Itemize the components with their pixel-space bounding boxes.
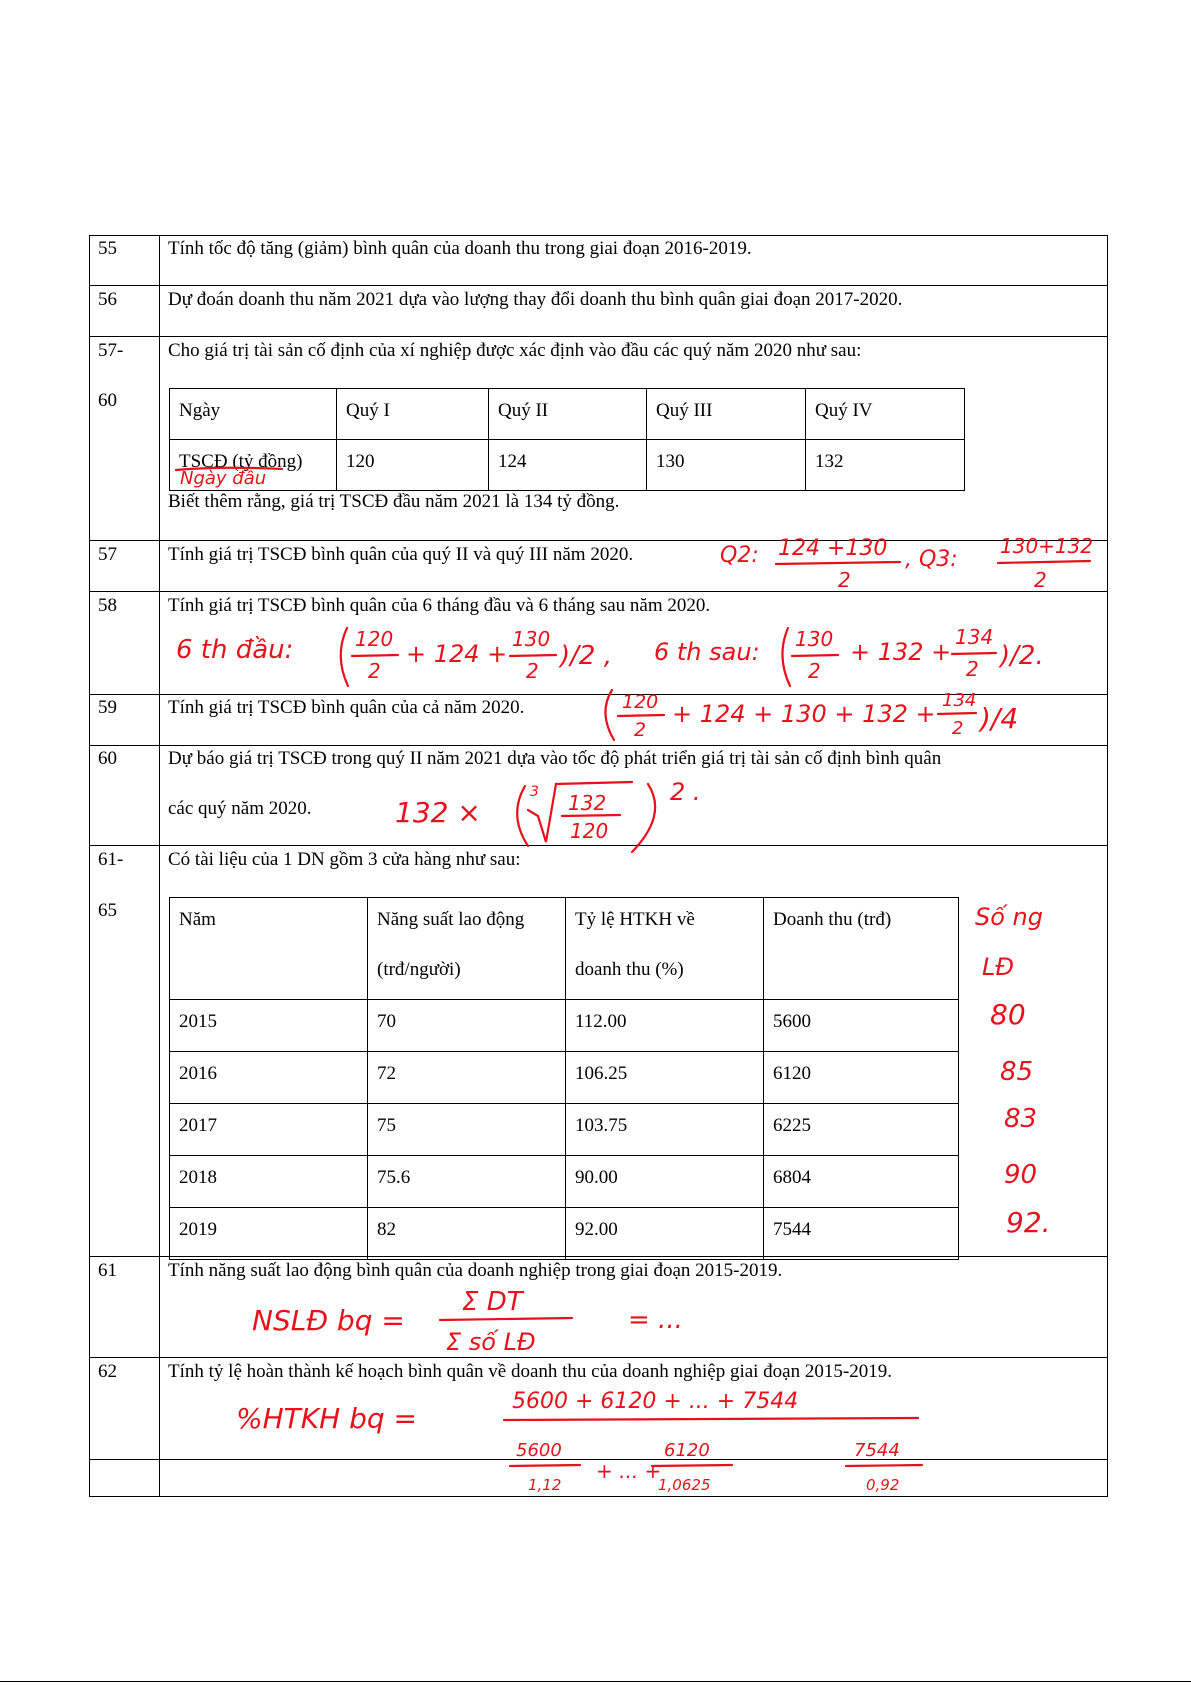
question-number-62: 62	[98, 1361, 117, 1382]
table-row	[170, 1104, 959, 1156]
question-text-56: Dự đoán doanh thu năm 2021 dựa vào lượng thay đổi doanh thu bình quân giai đoạn 2017-2020.	[168, 289, 903, 310]
question-text-60-line2: các quý năm 2020.	[168, 798, 312, 819]
handwriting-q59-b: + 124 + 130 + 132 +	[672, 700, 936, 728]
table-cell: 106.25	[566, 1052, 764, 1104]
table-header-cell: Quý III	[647, 389, 806, 440]
handwriting-q62-den-c-div: 0,92	[866, 1476, 900, 1494]
store-data-table	[169, 897, 959, 1260]
handwriting-q59-end: )/4	[980, 702, 1019, 735]
handwriting-q57-den: 2	[1034, 568, 1047, 592]
handwriting-q58-second-end: )/2.	[1000, 641, 1044, 671]
handwriting-side-value: 80	[990, 998, 1026, 1031]
handwriting-q58-first-a: 120	[355, 627, 394, 651]
fixed-assets-table	[169, 388, 965, 491]
table-cell: 82	[368, 1208, 566, 1260]
number-column-divider	[159, 235, 160, 1496]
handwriting-q60-root-den: 120	[570, 819, 609, 843]
table-cell: 2017	[170, 1104, 368, 1156]
question-number-58: 58	[98, 595, 117, 616]
question-text-55: Tính tốc độ tăng (giảm) bình quân của doanh thu trong giai đoạn 2016-2019.	[168, 238, 752, 259]
table-cell: 124	[489, 440, 647, 491]
handwriting-q62-lhs: %HTKH bq =	[236, 1402, 417, 1435]
table-row	[170, 1052, 959, 1104]
handwriting-q58-den: 2	[808, 659, 821, 683]
table-header-row	[170, 898, 959, 1000]
row-divider	[89, 845, 1107, 846]
question-intro-57-60: Cho giá trị tài sản cố định của xí nghiệp được xác định vào đầu các quý năm 2020 như sau:	[168, 340, 862, 361]
header-line: Tỷ lệ HTKH về	[575, 909, 695, 930]
question-number-59: 59	[98, 697, 117, 718]
handwriting-q57-den: 2	[838, 568, 851, 592]
handwriting-side-value: 90	[1004, 1160, 1038, 1190]
question-text-59: Tính giá trị TSCĐ bình quân của cả năm 2020.	[168, 697, 525, 718]
table-cell: 75	[368, 1104, 566, 1156]
question-note-57-60: Biết thêm rằng, giá trị TSCĐ đầu năm 2021 là 134 tỷ đồng.	[168, 491, 620, 512]
question-text-61: Tính năng suất lao động bình quân của doanh nghiệp trong giai đoạn 2015-2019.	[168, 1260, 783, 1281]
table-cell: 90.00	[566, 1156, 764, 1208]
handwriting-q58-first-b: + 124 +	[406, 640, 508, 668]
table-header-cell	[764, 898, 959, 1000]
table-cell: 2019	[170, 1208, 368, 1260]
table-row	[170, 1208, 959, 1260]
handwriting-side-value: 83	[1004, 1104, 1038, 1134]
row-divider	[89, 1459, 1107, 1460]
handwriting-side-header-2: LĐ	[982, 953, 1014, 981]
handwriting-q60-root-num: 132	[568, 791, 607, 815]
question-number-61: 61	[98, 1260, 117, 1281]
handwriting-q58-den: 2	[526, 659, 539, 683]
handwriting-q58-den: 2	[368, 659, 381, 683]
handwriting-q58-second-label: 6 th sau:	[654, 638, 760, 666]
question-number-57-60-line1: 57-	[98, 340, 124, 361]
table-cell: 7544	[764, 1208, 959, 1260]
table-cell: 130	[647, 440, 806, 491]
question-number-61-65-line1: 61-	[98, 849, 124, 870]
handwriting-side-value: 85	[1000, 1057, 1034, 1087]
handwriting-q62-num: 5600 + 6120 + ... + 7544	[512, 1389, 799, 1414]
table-header-cell	[368, 898, 566, 1000]
table-cell: 70	[368, 1000, 566, 1052]
table-cell: 2018	[170, 1156, 368, 1208]
handwriting-q62-den-a: 5600	[516, 1440, 562, 1461]
table-cell: 120	[337, 440, 489, 491]
handwriting-q58-den: 2	[966, 657, 979, 681]
handwriting-q60-root-index: 3	[530, 784, 539, 800]
handwriting-q58-second-b: + 132 +	[850, 638, 952, 666]
handwriting-q59-a: 120	[622, 691, 659, 713]
handwriting-q57-q3-num: 130+132	[1000, 534, 1094, 558]
table-cell: 103.75	[566, 1104, 764, 1156]
handwriting-q57-q2: Q2:	[720, 543, 759, 568]
handwriting-q62-den-a-div: 1,12	[528, 1476, 562, 1494]
table-cell: 75.6	[368, 1156, 566, 1208]
header-line: Năm	[179, 909, 216, 930]
row-divider	[89, 285, 1107, 286]
row-divider	[89, 591, 1107, 592]
handwriting-side-header-1: Số ng	[975, 903, 1043, 931]
table-header-cell: Quý I	[337, 389, 489, 440]
handwriting-q59-c: 134	[942, 690, 977, 711]
table-header-cell: Quý IV	[806, 389, 965, 440]
question-number-57-60-line2: 60	[98, 390, 117, 411]
table-cell: 2015	[170, 1000, 368, 1052]
header-line: Năng suất lao động	[377, 909, 525, 930]
header-line: Doanh thu (trđ)	[773, 909, 892, 930]
question-text-60-line1: Dự báo giá trị TSCĐ trong quý II năm 2021 dựa vào tốc độ phát triển giá trị tài sản cố định bình quân	[168, 748, 942, 769]
row-divider	[89, 1357, 1107, 1358]
table-cell: 132	[806, 440, 965, 491]
row-divider	[89, 694, 1107, 695]
handwriting-q57-q2-num: 124 +130	[778, 536, 888, 561]
question-text-58: Tính giá trị TSCĐ bình quân của 6 tháng đầu và 6 tháng sau năm 2020.	[168, 595, 711, 616]
question-number-57: 57	[98, 544, 117, 565]
table-header-cell: Quý II	[489, 389, 647, 440]
handwriting-q61-num: Σ DT	[462, 1287, 523, 1317]
table-cell: 5600	[764, 1000, 959, 1052]
question-number-61-65-line2: 65	[98, 900, 117, 921]
handwriting-q62-plus: + ... +	[596, 1459, 662, 1483]
question-number-60: 60	[98, 748, 117, 769]
table-cell: 2016	[170, 1052, 368, 1104]
handwriting-q62-den-c: 7544	[854, 1440, 900, 1461]
question-number-56: 56	[98, 289, 117, 310]
row-divider	[89, 540, 1107, 541]
question-number-55: 55	[98, 238, 117, 259]
row-divider	[89, 745, 1107, 746]
handwriting-q60-power: 2 .	[670, 778, 701, 806]
table-cell: 6804	[764, 1156, 959, 1208]
table-header-row	[170, 389, 965, 440]
table-header-cell: Ngày	[170, 389, 337, 440]
table-row-label: TSCĐ (tỷ đồng)	[170, 440, 337, 491]
table-cell: 92.00	[566, 1208, 764, 1260]
handwriting-q59-den: 2	[634, 719, 647, 741]
table-cell: 6120	[764, 1052, 959, 1104]
handwriting-q61-rhs: = ...	[628, 1305, 683, 1335]
header-line: doanh thu (%)	[575, 959, 684, 980]
handwriting-q59-den: 2	[952, 718, 964, 739]
table-cell: 6225	[764, 1104, 959, 1156]
handwriting-q62-den-b: 6120	[664, 1440, 710, 1461]
table-cell: 72	[368, 1052, 566, 1104]
table-row	[170, 1156, 959, 1208]
handwriting-q62-den-b-div: 1,0625	[658, 1476, 711, 1494]
handwriting-q58-first-c: 130	[512, 627, 551, 651]
row-divider	[89, 336, 1107, 337]
header-line: (trđ/người)	[377, 959, 461, 980]
handwriting-ngay-dau: Ngày đầu	[180, 468, 267, 489]
question-text-62: Tính tỷ lệ hoàn thành kế hoạch bình quân về doanh thu của doanh nghiệp giai đoạn 2015-2019.	[168, 1361, 892, 1382]
handwriting-q57-q3: , Q3:	[905, 547, 958, 572]
handwriting-q58-first-label: 6 th đầu:	[176, 635, 294, 665]
handwriting-q58-second-c: 134	[955, 625, 994, 649]
handwriting-q58-second-a: 130	[795, 627, 834, 651]
footer-rule	[0, 1681, 1191, 1682]
handwriting-q61-den: Σ số LĐ	[446, 1328, 536, 1356]
handwriting-q58-first-end: )/2 ,	[560, 641, 612, 671]
table-header-cell	[566, 898, 764, 1000]
question-intro-61-65: Có tài liệu của 1 DN gồm 3 cửa hàng như sau:	[168, 849, 521, 870]
handwriting-q61-lhs: NSLĐ bq =	[252, 1304, 405, 1337]
table-header-cell	[170, 898, 368, 1000]
question-text-57: Tính giá trị TSCĐ bình quân của quý II và quý III năm 2020.	[168, 544, 634, 565]
table-cell: 112.00	[566, 1000, 764, 1052]
table-row	[170, 1000, 959, 1052]
handwriting-side-value: 92.	[1006, 1206, 1051, 1239]
handwriting-q60-expr: 132 ×	[395, 796, 481, 829]
table-row	[170, 440, 965, 491]
